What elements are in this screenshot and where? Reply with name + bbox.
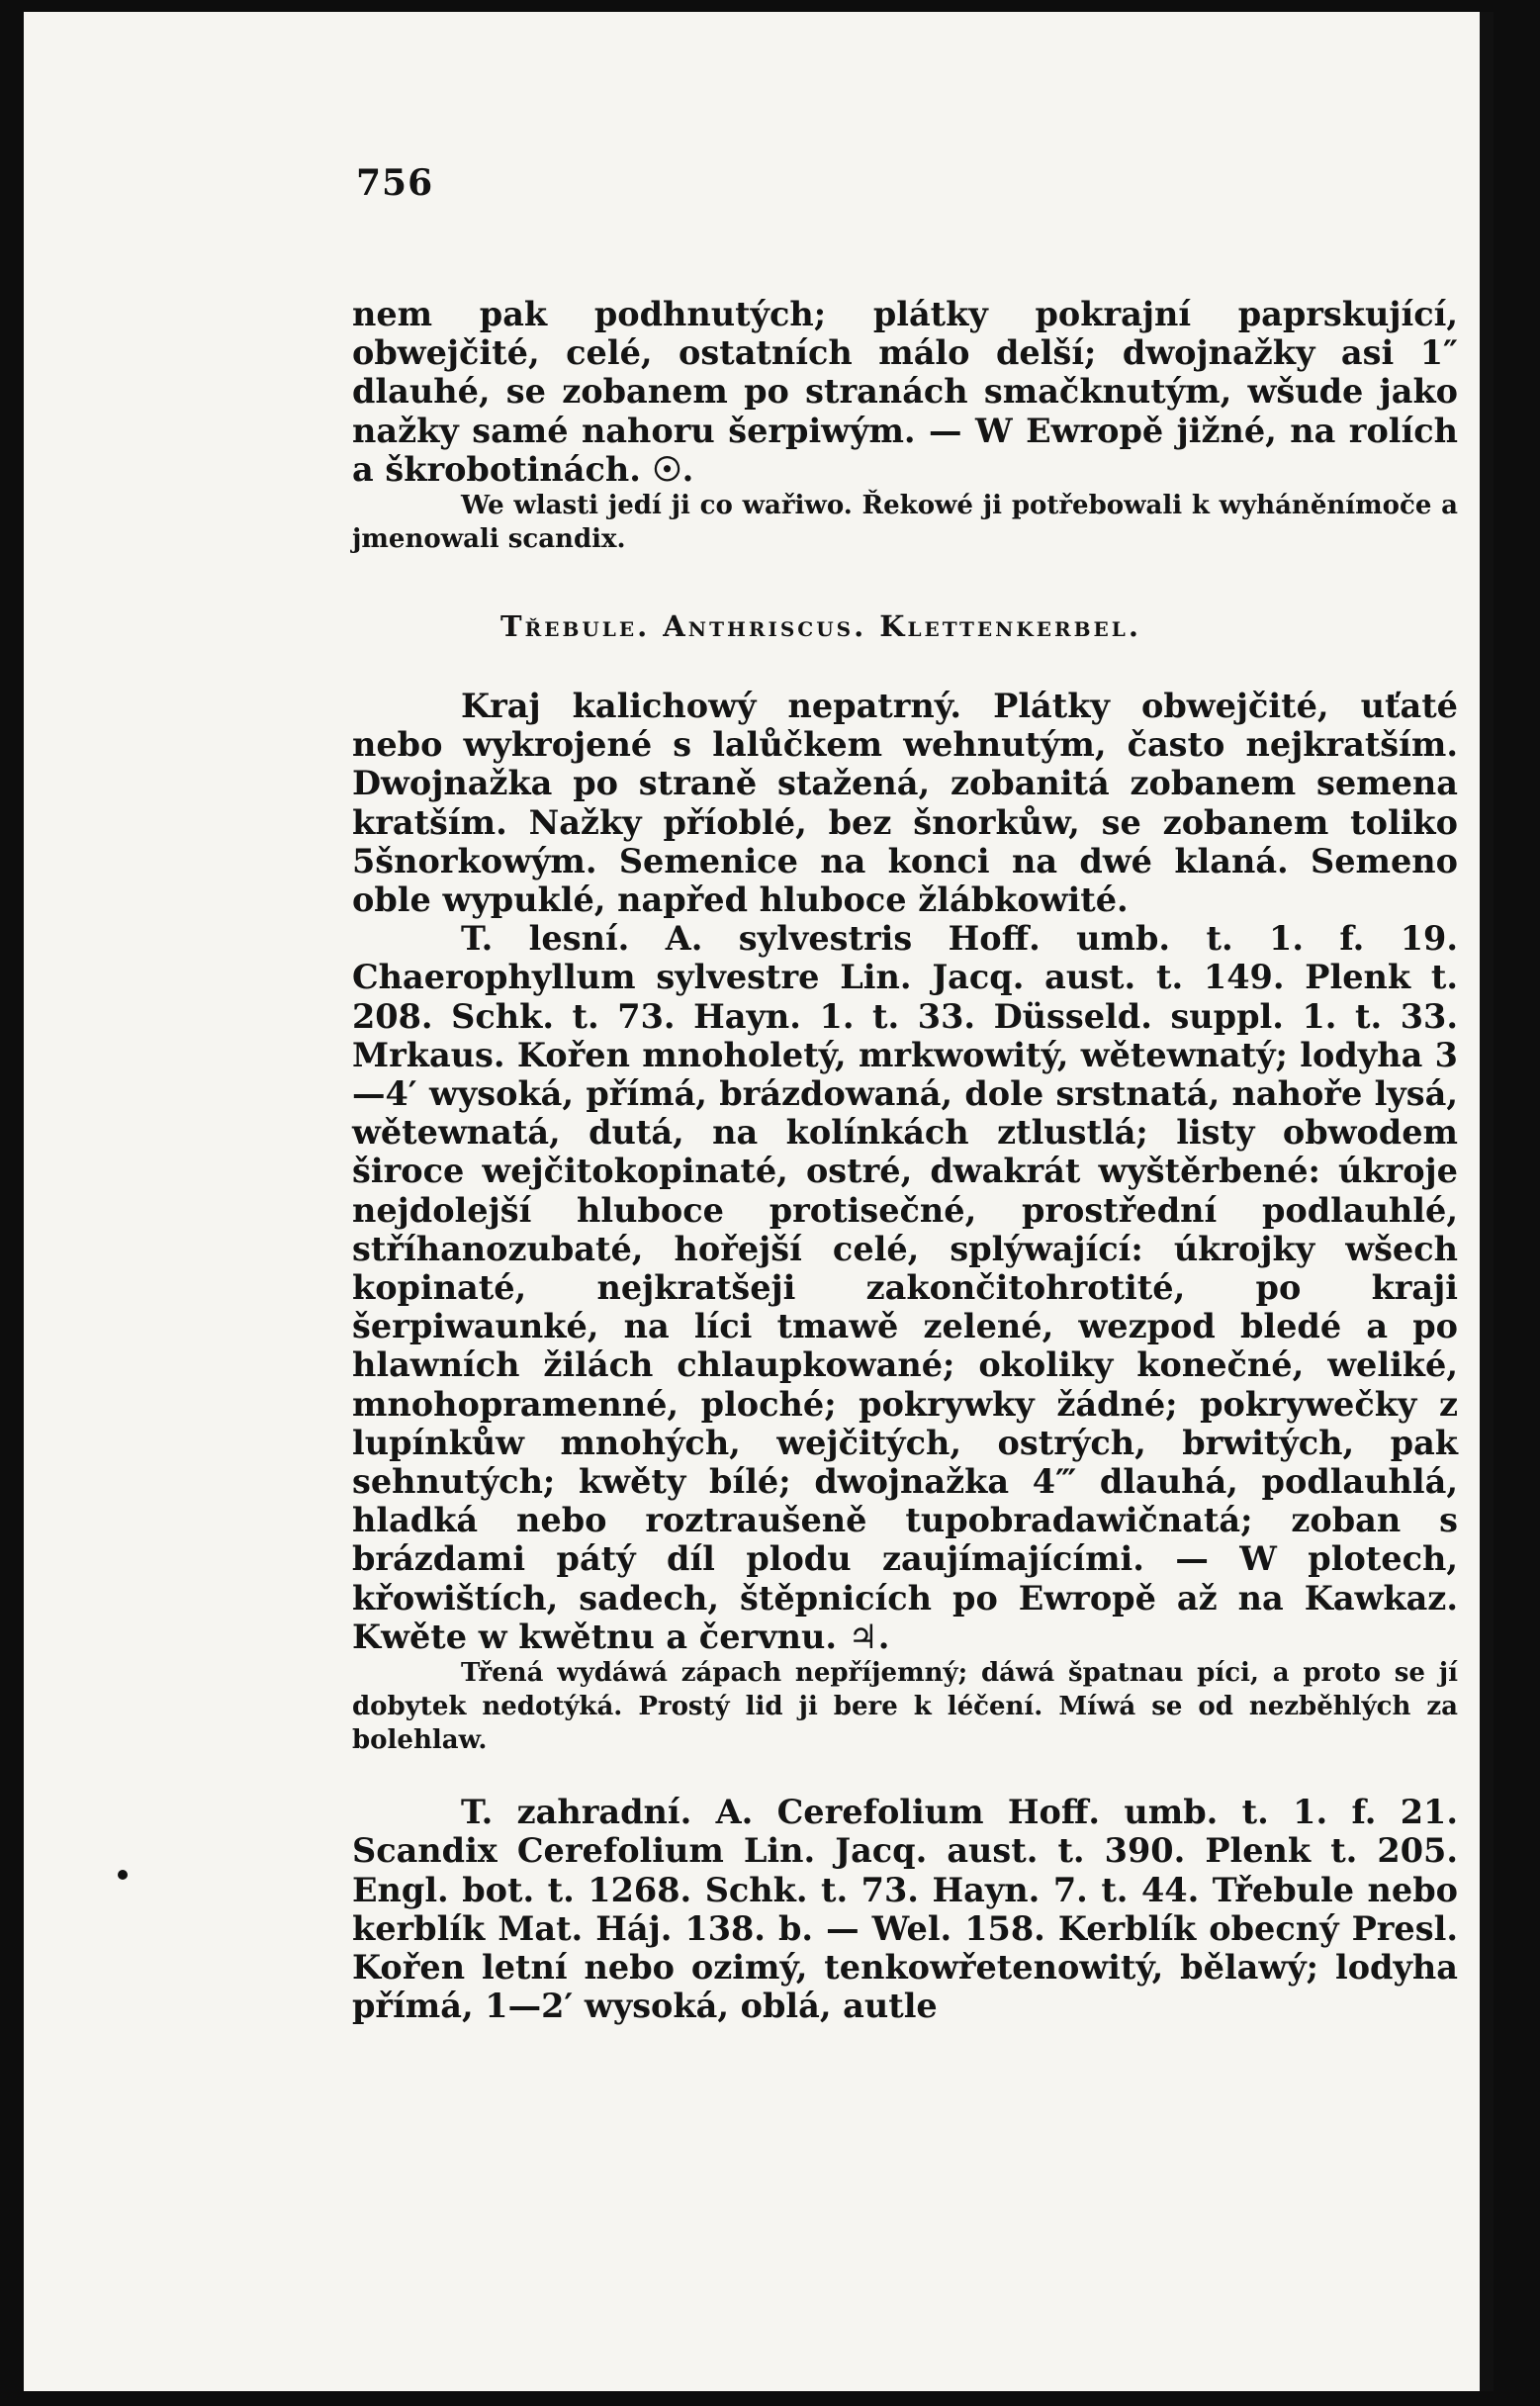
page-edge-shadow	[1480, 12, 1494, 2391]
footnote-usage: We wlasti jedí ji co wařiwo. Řekowé ji potřebowali k wyháněnímoče a jmenowali scandix.	[352, 491, 1458, 555]
genus-description: Kraj kalichowý nepatrný. Plátky obwejčité, uťaté nebo wykrojené s lalůčkem wehnutým, často nejkratším. Dwojnažka po straně stažená, zobanitá zobanem semena kratším. Nažky příoblé, bez šnorkůw, se zobanem toliko 5šnorkowým. Semenice na konci na dwé klaná. Semeno oble wypuklé, napřed hluboce žlábkowité.	[352, 687, 1458, 920]
ink-speck	[118, 1870, 128, 1880]
page-number: 756	[356, 162, 434, 204]
page-content	[352, 162, 1458, 2025]
paragraph-continued: nem pak podhnutých; plátky pokrajní paprskující, obwejčité, celé, ostatních málo delší; dwojnažky asi 1″ dlauhé, se zobanem po stranách smačknutým, wšude jako nažky samé nahoru šerpiwým. — W Ewropě jižné, na rolích a škrobotinách. ☉.	[352, 295, 1458, 489]
species-sylvestris: T. lesní. A. sylvestris Hoff. umb. t. 1. f. 19. Chaerophyllum sylvestre Lin. Jacq. aust. t. 149. Plenk t. 208. Schk. t. 73. Hayn. 1. t. 33. Düsseld. suppl. 1. t. 33. Mrkaus. Kořen mnoholetý, mrkwowitý, wětewnatý; lodyha 3—4′ wysoká, přímá, brázdowaná, dole srstnatá, nahoře lysá, wětewnatá, dutá, na kolínkách ztlustlá; listy obwodem široce wejčitokopinaté, ostré, dwakrát wyštěrbené: úkroje nejdolejší hluboce protisečné, prostřední podlauhlé, stříhanozubaté, hořejší celé, splýwající: úkrojky wšech kopinaté, nejkratšeji zakončitohrotité, po kraji šerpiwaunké, na líci tmawě zelené, wezpod bledé a po hlawních žilách chlaupkowané; okoliky konečné, weliké, mnohopramenné, ploché; pokrywky žádné; pokrywečky z lupínkůw mnohých, wejčitých, ostrých, brwitých, pak sehnutých; kwěty bílé; dwojnažka 4‴ dlauhá, podlauhlá, hladká nebo roztraušeně tupobradawičnatá; zoban s brázdami pátý díl plodu zaujímajícími. — W plotech, křowištích, sadech, štěpnicích po Ewropě až na Kawkaz. Kwěte w kwětnu a červnu. ♃.	[352, 919, 1458, 1656]
book-page	[24, 12, 1494, 2391]
genus-heading: Třebule. Anthriscus. Klettenkerbel.	[500, 609, 1141, 644]
footnote-sylvestris: Třená wydáwá zápach nepříjemný; dáwá špatnau píci, a proto se jí dobytek nedotýká. Prostý lid ji bere k léčení. Míwá se od nezběhlých za bolehlaw.	[352, 1658, 1458, 1756]
species-cerefolium: T. zahradní. A. Cerefolium Hoff. umb. t. 1. f. 21. Scandix Cerefolium Lin. Jacq. aust. t. 390. Plenk t. 205. Engl. bot. t. 1268. Schk. t. 73. Hayn. 7. t. 44. Třebule nebo kerblík Mat. Háj. 138. b. — Wel. 158. Kerblík obecný Presl. Kořen letní nebo ozimý, tenkowřetenowitý, bělawý; lodyha přímá, 1—2′ wysoká, oblá, autle	[352, 1793, 1458, 2026]
